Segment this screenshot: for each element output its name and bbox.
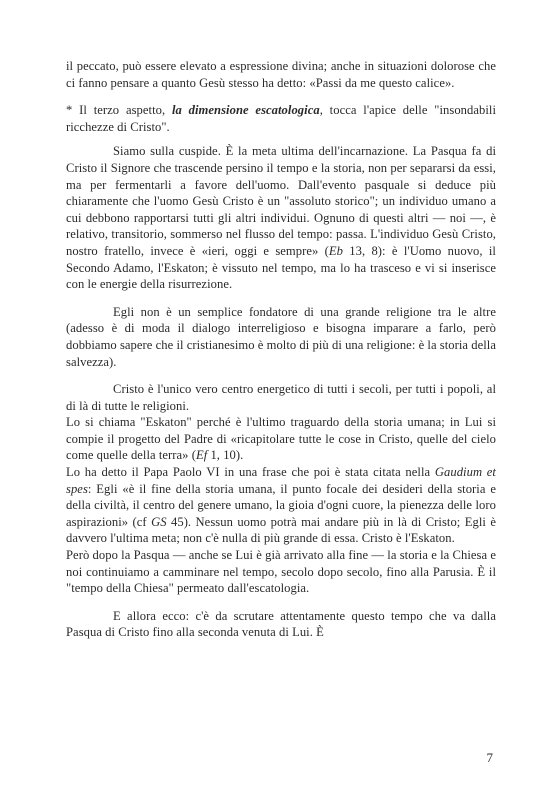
paragraph — [66, 464, 496, 547]
text-run: Egli non è un semplice fondatore di una grande religione tra le altre (adesso è di moda il dialogo interreligioso e bisogna imparare a farlo, però dobbiamo sapere che il cristianesimo è molto di più di una religione: è la storia della salvezza). — [66, 304, 496, 369]
page-number: 7 — [486, 750, 493, 765]
text-run: la dimensione escatologica — [171, 103, 320, 118]
paragraph — [66, 304, 496, 370]
text-run: Però dopo la Pasqua — anche se Lui è già arrivato alla fine — la storia e la Chiesa e noi continuiamo a camminare nel tempo, secolo dopo secolo, fino alla Parusia. È il "tempo della Chiesa" permeato dall'escatologia. — [66, 548, 496, 596]
text-run: Lo si chiama "Eskaton" perché è l'ultimo traguardo della storia umana; in Lui si compie il progetto del Padre di «ricapitolare tutte le cose in Cristo, quelle del cielo come quelle della terra» ( — [66, 415, 496, 463]
text-run: GS — [151, 514, 167, 529]
text-run: 13, 8): è l'Uomo nuovo, il Secondo Adamo, l'Eskaton; è vissuto nel tempo, ma lo ha trasceso e vi si inserisce con le energie della risurrezione. — [66, 243, 496, 292]
page-body — [66, 58, 496, 641]
paragraph — [66, 58, 496, 91]
text-run: 45). Nessun uomo potrà mai andare più in là di Cristo; Egli è davvero l'ultima meta; non c'è nulla di più grande di essa. Cristo è l'Eskaton. — [66, 514, 496, 546]
text-run: Gaudium et spes — [66, 465, 496, 496]
text-run: E allora ecco: c'è da scrutare attentamente questo tempo che va dalla Pasqua di Cristo fino alla seconda venuta di Lui. È — [66, 608, 496, 640]
paragraph — [66, 102, 496, 135]
text-run: , tocca l'apice delle "insondabili ricchezze di Cristo". — [66, 103, 496, 134]
text-run: Ef — [195, 448, 208, 463]
text-run: Cristo è l'unico vero centro energetico di tutti i secoli, per tutti i popoli, al di là di tutte le religioni. — [66, 382, 496, 413]
text-run: * Il terzo aspetto, — [66, 103, 172, 118]
text-run: 1, 10). — [207, 448, 244, 463]
text-run: : Egli «è il fine della storia umana, il punto focale dei desideri della storia e della civiltà, il centro del genere umano, la gioia d'ogni cuore, la pienezza delle loro aspirazioni» (cf — [66, 481, 496, 529]
paragraph — [66, 143, 496, 292]
text-run: Eb — [328, 243, 343, 258]
text-run: Siamo sulla cuspide. È la meta ultima dell'incarnazione. La Pasqua fa di Cristo il Signore che trascende persino il tempo e la storia, non per separarsi da essi, ma per fermentarli a favore dell'uomo. Dall'evento pasquale si deduce più chiaramente che l'uomo Gesù Cristo è un "assoluto storico"; un individuo umano a cui debbono rapportarsi tutti gli altri individui. Ognuno di questi altri — noi —, è relativo, transitorio, sommerso nel flusso del tempo: passa. L'individuo Gesù Cristo, nostro fratello, invece è «ieri, oggi e sempre» ( — [66, 144, 496, 258]
paragraph — [66, 414, 496, 464]
paragraph — [66, 381, 496, 414]
paragraph — [66, 608, 496, 641]
text-run: Lo ha detto il Papa Paolo VI in una frase che poi è stata citata nella — [66, 465, 435, 480]
text-run: il peccato, può essere elevato a espressione divina; anche in situazioni dolorose che ci fanno pensare a quanto Gesù stesso ha detto: «Passi da me questo calice». — [66, 59, 496, 90]
paragraph — [66, 547, 496, 597]
